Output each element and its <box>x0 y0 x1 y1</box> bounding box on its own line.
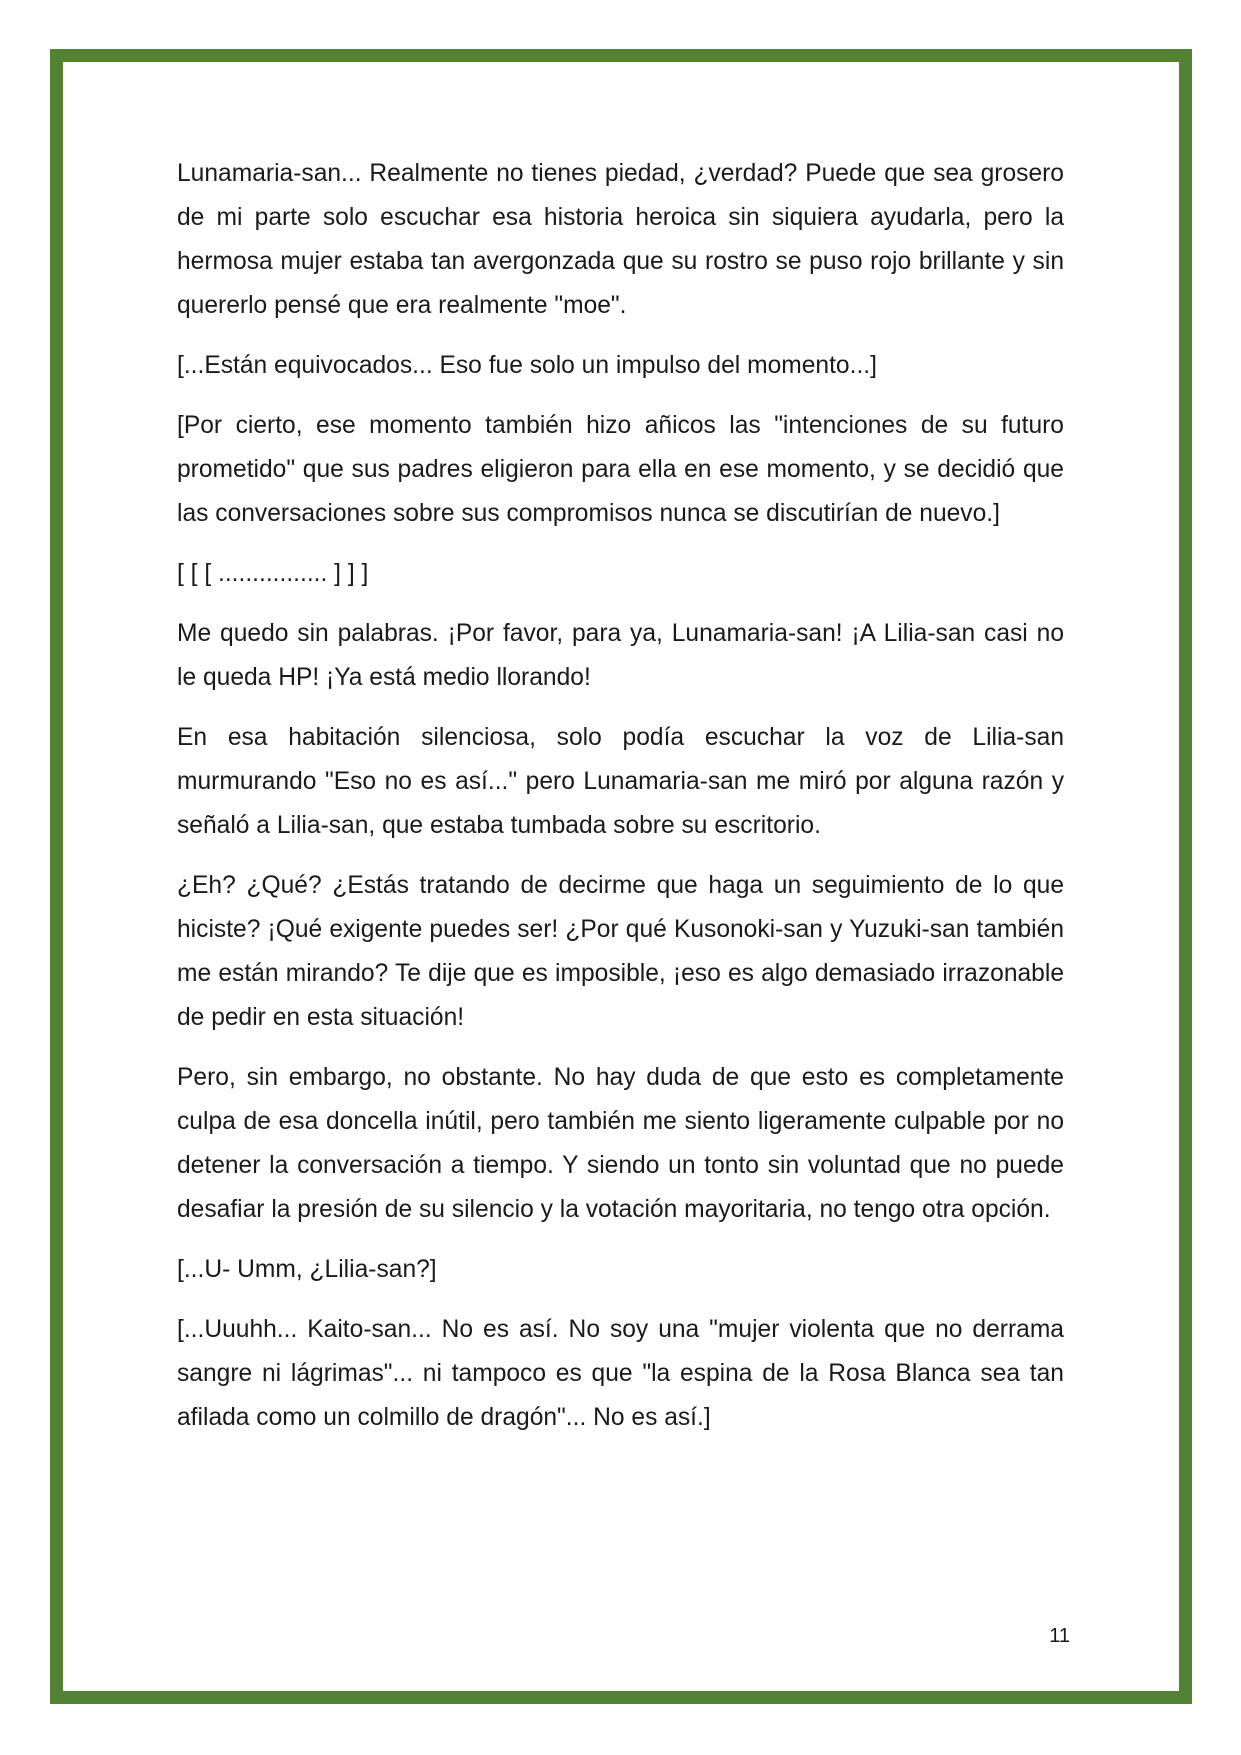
paragraph: [...Están equivocados... Eso fue solo un impulso del momento...] <box>177 352 877 379</box>
paragraph: En esa habitación silenciosa, solo podía escuchar la voz de Lilia-san murmurando "Eso no es así..." pero Lunamaria-san me miró por alguna razón y señaló a Lilia-san, que estaba tumbada sobre su escritorio. <box>177 724 1064 839</box>
paragraph: [Por cierto, ese momento también hizo añicos las "intenciones de su futuro prometido" que sus padres eligieron para ella en ese momento, y se decidió que las conversaciones sobre sus compromisos nunca se discutirían de nuevo.] <box>177 412 1064 527</box>
paragraph: Lunamaria-san... Realmente no tienes piedad, ¿verdad? Puede que sea grosero de mi parte solo escuchar esa historia heroica sin siquiera ayudarla, pero la hermosa mujer estaba tan avergonzada que su rostro se puso rojo brillante y sin quererlo pensé que era realmente "moe". <box>177 160 1064 319</box>
paragraph: Pero, sin embargo, no obstante. No hay duda de que esto es completamente culpa de esa doncella inútil, pero también me siento ligeramente culpable por no detener la conversación a tiempo. Y siendo un tonto sin voluntad que no puede desafiar la presión de su silencio y la votación mayoritaria, no tengo otra opción. <box>177 1064 1064 1223</box>
document-body <box>177 152 1064 1456</box>
paragraph: [...U- Umm, ¿Lilia-san?] <box>177 1256 437 1283</box>
paragraph: [...Uuuhh... Kaito-san... No es así. No soy una "mujer violenta que no derrama sangre ni lágrimas"... ni tampoco es que "la espina de la Rosa Blanca sea tan afilada como un colmillo de dragón"... No es así.] <box>177 1316 1064 1431</box>
paragraph: Me quedo sin palabras. ¡Por favor, para ya, Lunamaria-san! ¡A Lilia-san casi no le queda HP! ¡Ya está medio llorando! <box>177 620 1064 691</box>
paragraph: [ [ [ ................ ] ] ] <box>177 560 369 587</box>
page-number: 11 <box>1049 1625 1070 1647</box>
paragraph: ¿Eh? ¿Qué? ¿Estás tratando de decirme que haga un seguimiento de lo que hiciste? ¡Qué exigente puedes ser! ¿Por qué Kusonoki-san y Yuzuki-san también me están mirando? Te dije que es imposible, ¡eso es algo demasiado irrazonable de pedir en esta situación! <box>177 872 1064 1031</box>
